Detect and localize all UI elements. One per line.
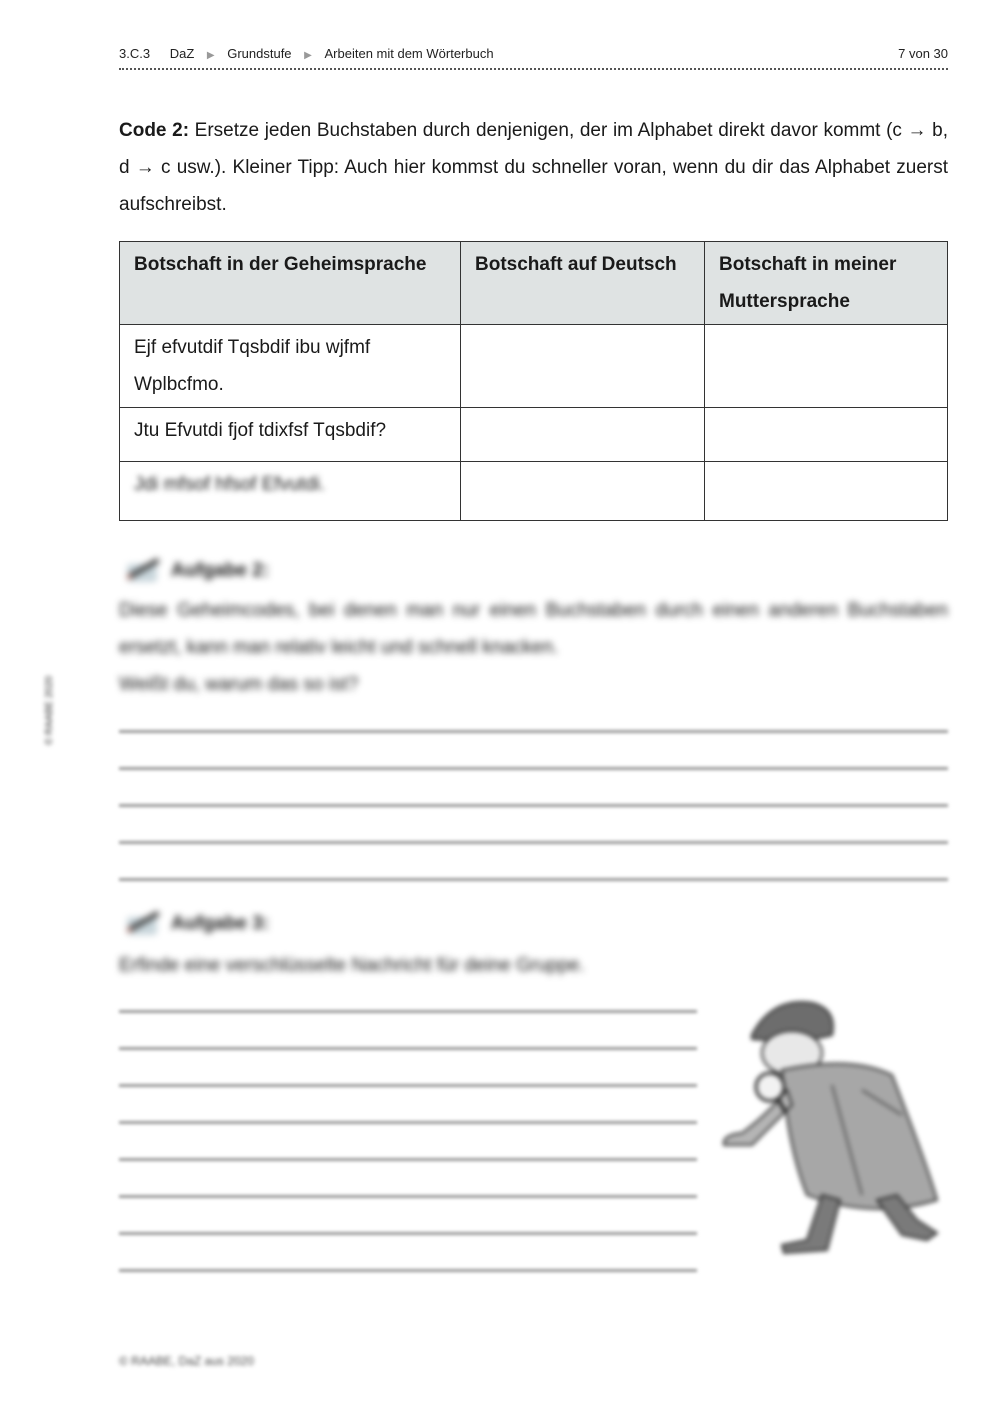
task-3-title: Aufgabe 3: xyxy=(171,913,270,934)
cipher-table xyxy=(119,241,948,521)
german-answer-cell[interactable] xyxy=(461,325,705,408)
breadcrumb-item: Grundstufe xyxy=(227,46,292,61)
cipher-cell: Ejf efvutdif Tqsbdif ibu wjfmf Wplbcfmo. xyxy=(120,325,461,408)
task-2-question: Weißt du, warum das so ist? xyxy=(119,674,359,695)
page-footer: © RAABE, DaZ aus 2020 xyxy=(119,1354,254,1368)
task-2-text xyxy=(119,592,948,703)
cipher-cell: Jtu Efvutdi fjof tdixfsf Tqsbdif? xyxy=(120,408,461,462)
german-answer-cell[interactable] xyxy=(461,462,705,521)
triangle-right-icon: ▶ xyxy=(206,50,215,61)
copyright-side-label: © RAABE 2020 xyxy=(44,675,55,745)
answer-line[interactable] xyxy=(119,1158,697,1161)
task-3-text: Erfinde eine verschlüsselte Nachricht für deine Gruppe. xyxy=(119,955,585,976)
task-3-answer-lines[interactable] xyxy=(119,1010,697,1306)
answer-line[interactable] xyxy=(119,841,948,844)
native-answer-cell[interactable] xyxy=(705,462,948,521)
breadcrumb xyxy=(119,46,494,61)
cipher-cell: Jdi mfsof hfsof Efvutdi. xyxy=(120,462,461,521)
section-code: 3.C.3 xyxy=(119,46,151,61)
pencil-notebook-icon xyxy=(123,905,163,939)
table-header-row xyxy=(120,242,948,325)
answer-line[interactable] xyxy=(119,730,948,733)
triangle-right-icon: ▶ xyxy=(304,50,312,61)
answer-line[interactable] xyxy=(119,1047,697,1050)
intro-text: Ersetze jeden Buchstaben durch denjenigen, der im Alphabet direkt davor kommt (c → b, d → c usw.). Kleiner Tipp: Auch hier kommst du schneller voran, wenn du dir das Alphabet zuerst aufschreibst. xyxy=(119,120,949,215)
column-header: Botschaft in der Geheimsprache xyxy=(120,242,461,325)
task-2-answer-lines[interactable] xyxy=(119,730,948,915)
task-2-description: Diese Geheimcodes, bei denen man nur einen Buchstaben durch einen anderen Buchstaben ersetzt, kann man relativ leicht und schnell knacken. xyxy=(119,600,948,658)
table-row xyxy=(120,462,948,521)
table-row xyxy=(120,325,948,408)
detective-illustration xyxy=(712,995,952,1260)
answer-line[interactable] xyxy=(119,1121,697,1124)
answer-line[interactable] xyxy=(119,878,948,881)
answer-line[interactable] xyxy=(119,1269,697,1272)
answer-line[interactable] xyxy=(119,804,948,807)
intro-label: Code 2: xyxy=(119,120,190,141)
intro-paragraph xyxy=(119,112,948,223)
table-row xyxy=(120,408,948,462)
task-2-heading xyxy=(119,552,948,592)
breadcrumb-item: DaZ xyxy=(169,46,195,61)
breadcrumb-item: Arbeiten mit dem Wörterbuch xyxy=(324,46,494,61)
page-header xyxy=(119,44,948,70)
answer-line[interactable] xyxy=(119,1232,697,1235)
task-2-title: Aufgabe 2: xyxy=(171,560,270,581)
page-number: 7 von 30 xyxy=(898,46,948,61)
column-header: Botschaft in meiner Muttersprache xyxy=(705,242,948,325)
answer-line[interactable] xyxy=(119,1010,697,1013)
answer-line[interactable] xyxy=(119,1195,697,1198)
answer-line[interactable] xyxy=(119,767,948,770)
native-answer-cell[interactable] xyxy=(705,408,948,462)
column-header: Botschaft auf Deutsch xyxy=(461,242,705,325)
german-answer-cell[interactable] xyxy=(461,408,705,462)
pencil-notebook-icon xyxy=(123,552,163,586)
answer-line[interactable] xyxy=(119,1084,697,1087)
task-3-heading xyxy=(119,905,948,945)
native-answer-cell[interactable] xyxy=(705,325,948,408)
